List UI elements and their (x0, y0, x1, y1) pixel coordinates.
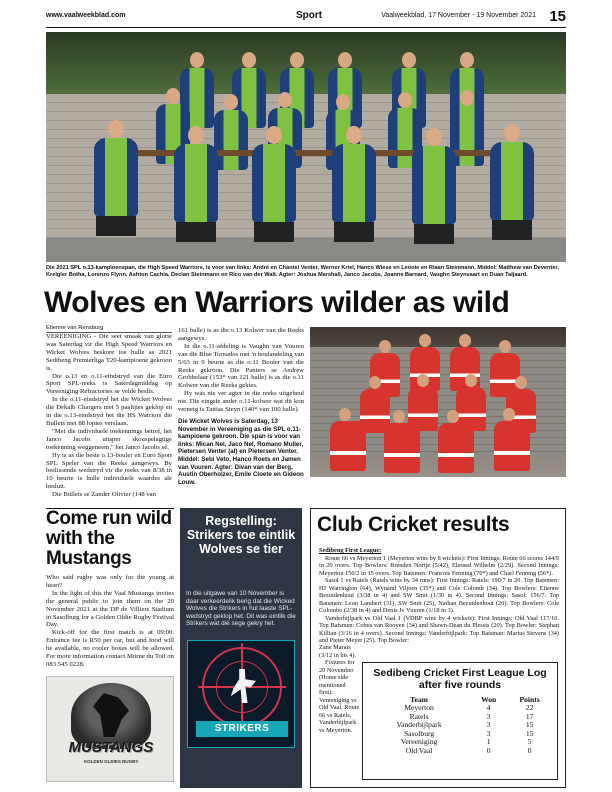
correction-headline: Regstelling: Strikers toe eintlik Wolves se tier (186, 514, 296, 556)
issue-date: Vaalweekblad, 17 November - 19 November 2021 (381, 12, 536, 19)
page-number: 15 (549, 8, 566, 25)
table-row (367, 747, 553, 756)
team-cell: Sasolburg (403, 728, 435, 738)
won-cell: 3 (486, 711, 491, 721)
article-paragraph: VEREENIGING - Die seet smaak van glorie was Saterdag vir die High Speed Warriors en Wicket Wolves beskore toe hulle as 2021 Sedibeng Premierliga T20-kampioene gekroon is. (46, 333, 172, 372)
article-column-1 (46, 333, 172, 499)
player-figure (332, 144, 376, 222)
correction-body: In die uitgawe van 10 November is daar verkeerdelik berig dat die Wicked Wolves die Strikers in hul laaste SPL-wedstryd geklop het. Dit was eintlik die Strikers wat dié sege gekry het. (186, 590, 296, 628)
column-header: Team (410, 695, 428, 704)
article-paragraph: In the light of this the Vaal Mustangs invites the general public to join them on the 20 November 2021 at the DP de Villiers Stadium in Sasolburg for a Golden Oldie Rugby Festival Day. (46, 589, 174, 629)
fixtures-text (319, 644, 361, 734)
article-paragraph: Die Bullets se Zander Olivier (148 van (52, 491, 156, 499)
points-cell: 15 (525, 728, 534, 738)
player-figure (412, 146, 456, 224)
won-cell: 0 (486, 745, 491, 755)
player-figure (252, 144, 296, 222)
mustangs-logo (46, 676, 174, 782)
article-column-2 (178, 327, 304, 486)
player-figure (384, 423, 420, 473)
results-text (319, 547, 559, 645)
league-log-table (367, 695, 553, 755)
team-cell: Old Vaal (405, 745, 433, 755)
article-paragraph: Who said rugby was only for the young at heart? (46, 574, 174, 589)
mustangs-article (46, 574, 174, 669)
player-figure (214, 110, 248, 170)
won-cell: 3 (486, 728, 491, 738)
club-cricket-headline: Club Cricket results (317, 513, 510, 536)
points-cell: 5 (527, 737, 532, 746)
strikers-logo (187, 640, 295, 748)
team-photo-wolves (310, 327, 566, 477)
player-figure (94, 138, 138, 216)
points-cell: 17 (525, 711, 534, 721)
correction-box (180, 508, 302, 788)
section-name: Sport (296, 10, 323, 21)
points-cell: 15 (525, 720, 534, 729)
won-cell: 1 (486, 737, 491, 746)
player-figure (494, 421, 530, 471)
team-cell: Ratels (409, 711, 429, 721)
mustangs-headline: Come run wild with the Mustangs (46, 508, 172, 569)
match-result: Zane Marais (3/12 in his 4). (319, 644, 357, 659)
fixtures-intro: Fixtures for 20 November (Home side mentioned first): (319, 659, 355, 696)
logo-name: STRIKERS (196, 721, 288, 737)
article-paragraph: "Met die individuele toekennings betref, het Janco Jacobs uitsper skouspelagtige toekenning weggeneem," het Janco Jacobs sê. (46, 427, 172, 451)
player-figure (490, 142, 534, 220)
article-paragraph: Hy is as die beste o.13-bouler en Euro Sport SPL Speler van die Reeks aangewys. By beslissende wedstryd vir die reeks van 8/38 in 10 beurte is hulle individuele waardes ale besluit. (46, 451, 172, 491)
table-row (367, 738, 553, 747)
match-result: Route 66 vs Meyerton 1 (Meyerton wins by 8 wickets): First Innings: Route 66 scores 144/9 in 20 overs. Top Bowlers: Brenden Nortje (5/42), Elessed Wilhelm (2/29). Second Innings: Meyerton 150/2 in 15 overs. Top Batsmen: Francois Fenning (70*) and Charl Fenning (56*). (319, 554, 559, 577)
won-cell: 3 (486, 720, 491, 729)
team-cell: Vereeniging (400, 737, 438, 746)
main-headline: Wolves en Warriors wilder as wild (44, 286, 510, 319)
photo2-caption: Die Wicket Wolves is Saterdag, 13 November in Vereeniging as die SPL o.11-kampioene gekroon. Die span is voor van links: Mican Nel, Jaco Nel, Romano Muller, Pietersen Venter (al) en Pietersen Venter. Middel: Sebi Veto, Hanco Roets en Jamen van Vuuren. Agter: Divan van der Berg, Austin Oberholzer, Emile Cloete en Gideon Louw. (178, 417, 304, 486)
column-header: Points (519, 695, 540, 704)
team-cell: Meyerton (404, 703, 434, 712)
photo-caption: Die 2021 SPL o.13-kampioenspan, die High Speed Warriors, is voor van links: André en Chantel Venter, Werner Kriel, Hanco Wiese en Leonie en Riaan Steinmann. Middel: Matthew van Deventer, Kreigler Botha, Lorenzo Flynn, Ashton Cachia, Declan Steinmann en Rico van der Walt. Agter: Joshua Marshall, Janco Jacobs, Joanne Barnard, Vaughn Steynvaart en Duan Taljaard. (46, 265, 559, 278)
points-cell: 0 (527, 745, 532, 755)
article-paragraph: In die o.11-afdeling is Vaughn van Vuuren van die Blue Tornados met 'n boulandeling van 5/63 in 9 beurte as die o.11 Bouler van die Reeks gekroon. Die Panters se Andrew Grobbelaar (153* van 121 balle) is as die o.11 Kolwer van die Reeks gekies. (178, 342, 304, 390)
points-cell: 22 (525, 703, 534, 712)
league-label: Sedibeng First League: (319, 547, 382, 554)
team-cell: Vanderbijlpark (396, 720, 442, 729)
player-figure (174, 144, 218, 222)
logo-subtitle: GOLDEN OLDIES RUGBY (83, 759, 139, 764)
player-figure (438, 423, 474, 473)
match-result: Sasol 1 vs Ratels (Ratels wins by 34 runs): First Innings: Ratels: 190/7 in 20. Top Batsmen: HJ Warrington (64), Wynand Viljoen (35*) and Cole Colomb (34). Top Bowlers: Etienne Bezuidenhout (3/38 in 4) and SW Smit (1/30 in 4). Second Innings: Sasol: 156/7. Top Batsmen: Leon Lambert (31), SW Smit (25), Nathan Bezuidenhout (20). Top Bowlers: Cole Colombo (2/38 in 4) and Denis Jv Vuuren (1/18 in 3). (319, 577, 559, 614)
won-cell: 4 (486, 703, 491, 712)
article-paragraph: 161 balle) is as die o.13 Kolwer van die Reeks aangewys. (178, 327, 304, 342)
league-log-box (362, 662, 558, 780)
team-photo-warriors (46, 32, 566, 262)
match-result: Vanderbijlpark vs Old Vaal 1 (VDBP wins by 4 wickets): First Innings: Old Vaal 117/10. Top Batsmen: Cobus van Rooyen (34) and Shawn-Dean du Plessis (20). Top Bowler: Stephan Killian (3/16 in 4 overs). Second Innings: Vanderbijlpark: Top Batsman: Marius Stevens (34) and Pieter Meyer (25). Top Bowler: (319, 614, 559, 644)
article-paragraph: Die o.13 en o.11-eindstryd van die Euro Sport SPL-reeks is Saterdagmiddag op Vereeniging Refractories se velde beslis. (46, 372, 172, 396)
column-header: Won (481, 695, 497, 704)
table-row (367, 730, 553, 739)
league-log-title: Sedibeng Cricket First League Log after five rounds (373, 667, 547, 691)
page-header (46, 8, 566, 28)
logo-name: MUSTANGS (68, 739, 154, 756)
article-paragraph: In die o.11-eindstryd het die Wicket Wolves die Dekalb Chargers met 5 paaltjies geklop en in die o.13-eindstryd het die HS Warriors die Bullets met 88 lopies verslaan. (46, 396, 172, 427)
article-paragraph: Kick-off for the first match is at 09:00. Entrance fee is R50 per car, but and food will be available, no cooler boxes will be allowed. For more information contact Morne du Toit on 083 545 0228. (46, 629, 174, 668)
photo-ground (46, 238, 566, 262)
article-paragraph: Hy was nie ver agter in die reeks uitgebeul nie. Die eingste ander o.11-kolwer wat dit kon verneig is Tattias Steyn (140* van 100 balle). (178, 390, 304, 414)
author-byline: Etienne van Rensburg (46, 325, 172, 333)
player-figure (330, 421, 366, 471)
site-url[interactable]: www.vaalweekblad.com (46, 12, 126, 19)
fixtures-list: Vereeniging vs Old Vaal, Route 66 vs Ratels, Vanderbijlpark vs Meyerton. (319, 696, 360, 734)
